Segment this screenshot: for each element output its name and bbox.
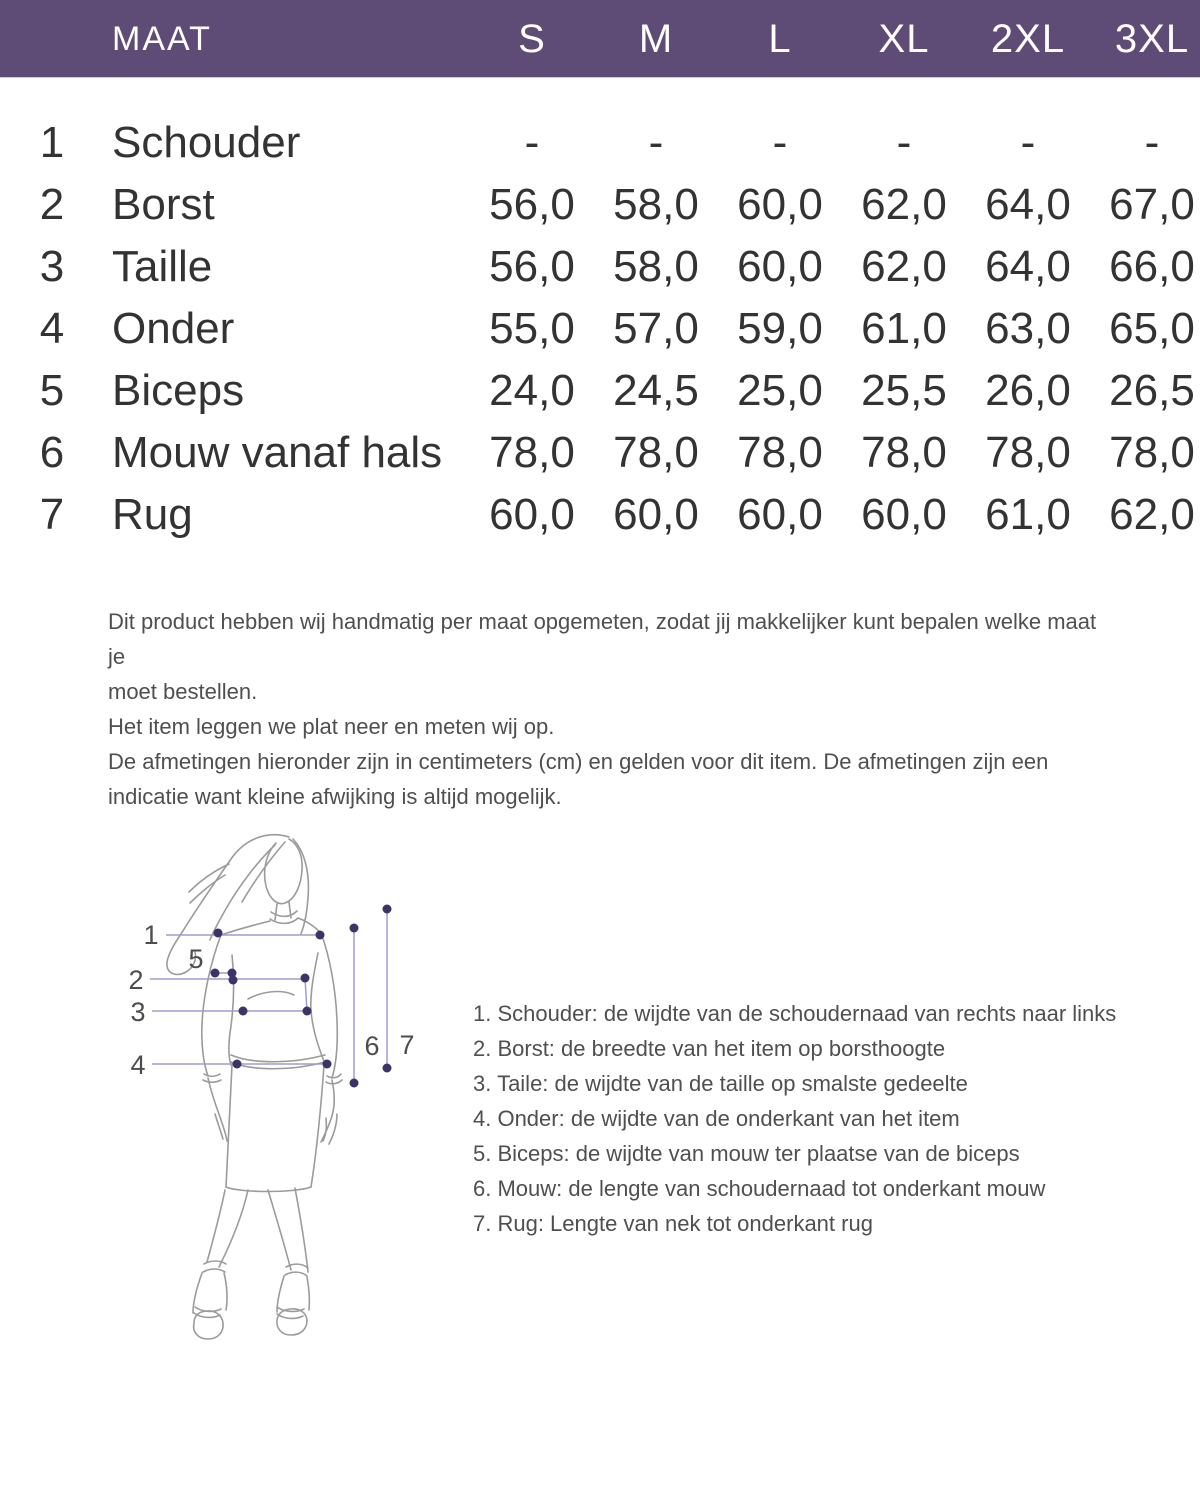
legend-item: 3. Taile: de wijdte van de taille op smalste gedeelte [473,1071,968,1096]
value-cell: 59,0 [737,304,823,353]
legend-item: 7. Rug: Lengte van nek tot onderkant rug [473,1211,873,1236]
row-label: Onder [112,304,235,353]
diagram-label-3: 3 [130,997,146,1027]
measurement-number-labels [128,920,414,1080]
diagram-label-6: 6 [364,1031,380,1061]
value-cell: 24,5 [613,366,699,415]
value-cell: 58,0 [613,242,699,291]
size-header-xl: XL [878,16,930,61]
size-header-s: S [518,16,546,61]
value-cell: 78,0 [613,428,699,477]
row-label: Borst [112,180,215,229]
value-cell: 56,0 [489,180,575,229]
value-cell: 58,0 [613,180,699,229]
legend-item: 5. Biceps: de wijdte van mouw ter plaatse van de biceps [473,1141,1020,1166]
value-cell: 25,5 [861,366,947,415]
woman-figure-sketch [167,835,342,1339]
value-cell: - [772,118,788,167]
row-values [470,360,1200,422]
legend-item: 2. Borst: de breedte van het item op borsthoogte [473,1036,946,1061]
row-label: Rug [112,490,193,539]
value-cell: 60,0 [861,490,947,539]
size-diagram [80,815,500,1375]
value-cell: 55,0 [489,304,575,353]
row-number: 2 [39,180,65,229]
value-cell: 63,0 [985,304,1071,353]
diagram-label-5: 5 [188,944,204,974]
table-row [0,422,1200,484]
diagram-label-4: 4 [130,1050,146,1080]
value-cell: 78,0 [737,428,823,477]
value-cell: 61,0 [861,304,947,353]
size-column-headers [470,0,1200,78]
value-cell: 60,0 [489,490,575,539]
size-header-l: L [768,16,792,61]
table-row [0,360,1200,422]
value-cell: - [648,118,664,167]
intro-line: moet bestellen. [108,679,258,704]
value-cell: 56,0 [489,242,575,291]
row-number: 3 [39,242,65,291]
row-values [470,298,1200,360]
intro-line: Dit product hebben wij handmatig per maat opgemeten, zodat jij makkelijker kunt bepalen welke maat je [108,609,1097,669]
value-cell: 60,0 [737,180,823,229]
value-cell: 78,0 [985,428,1071,477]
value-cell: - [524,118,540,167]
measurement-lines [150,905,392,1088]
row-label: Mouw vanaf hals [112,428,443,477]
row-number: 4 [39,304,65,353]
value-cell: 62,0 [1109,490,1195,539]
value-cell: 78,0 [489,428,575,477]
value-cell: 24,0 [489,366,575,415]
row-number: 5 [39,366,65,415]
value-cell: 78,0 [861,428,947,477]
table-row [0,174,1200,236]
value-cell: - [896,118,912,167]
value-cell: 57,0 [613,304,699,353]
measurement-intro-text [108,604,1108,814]
table-row [0,298,1200,360]
diagram-label-2: 2 [128,965,144,995]
row-values [470,422,1200,484]
intro-line: indicatie want kleine afwijking is altijd mogelijk. [108,784,562,809]
legend-item: 6. Mouw: de lengte van schoudernaad tot onderkant mouw [473,1176,1046,1201]
size-header-m: M [638,16,674,61]
value-cell: 78,0 [1109,428,1195,477]
value-cell: 64,0 [985,180,1071,229]
table-title: MAAT [112,20,212,58]
value-cell: 60,0 [737,242,823,291]
diagram-label-1: 1 [143,920,159,950]
row-label: Biceps [112,366,245,415]
size-header-3xl: 3XL [1114,16,1190,61]
row-label: Schouder [112,118,301,167]
row-number: 1 [39,118,65,167]
value-cell: - [1144,118,1160,167]
row-values [470,112,1200,174]
row-values [470,174,1200,236]
value-cell: 25,0 [737,366,823,415]
value-cell: 65,0 [1109,304,1195,353]
value-cell: 64,0 [985,242,1071,291]
diagram-label-7: 7 [399,1030,415,1060]
table-row [0,236,1200,298]
value-cell: 60,0 [737,490,823,539]
value-cell: 26,5 [1109,366,1195,415]
measurement-legend [473,996,1133,1241]
row-label: Taille [112,242,213,291]
table-row [0,112,1200,174]
value-cell: 61,0 [985,490,1071,539]
value-cell: 67,0 [1109,180,1195,229]
value-cell: 62,0 [861,180,947,229]
value-cell: - [1020,118,1036,167]
legend-item: 4. Onder: de wijdte van de onderkant van het item [473,1106,960,1131]
row-number: 6 [39,428,65,477]
value-cell: 26,0 [985,366,1071,415]
intro-line: Het item leggen we plat neer en meten wij op. [108,714,555,739]
value-cell: 66,0 [1109,242,1195,291]
value-cell: 62,0 [861,242,947,291]
row-number: 7 [39,490,65,539]
table-row [0,484,1200,546]
size-table-header-bar [0,0,1200,78]
row-values [470,484,1200,546]
intro-line: De afmetingen hieronder zijn in centimeters (cm) en gelden voor dit item. De afmetingen zijn een [108,749,1049,774]
size-header-2xl: 2XL [990,16,1066,61]
value-cell: 60,0 [613,490,699,539]
legend-item: 1. Schouder: de wijdte van de schoudernaad van rechts naar links [473,1001,1117,1026]
row-values [470,236,1200,298]
